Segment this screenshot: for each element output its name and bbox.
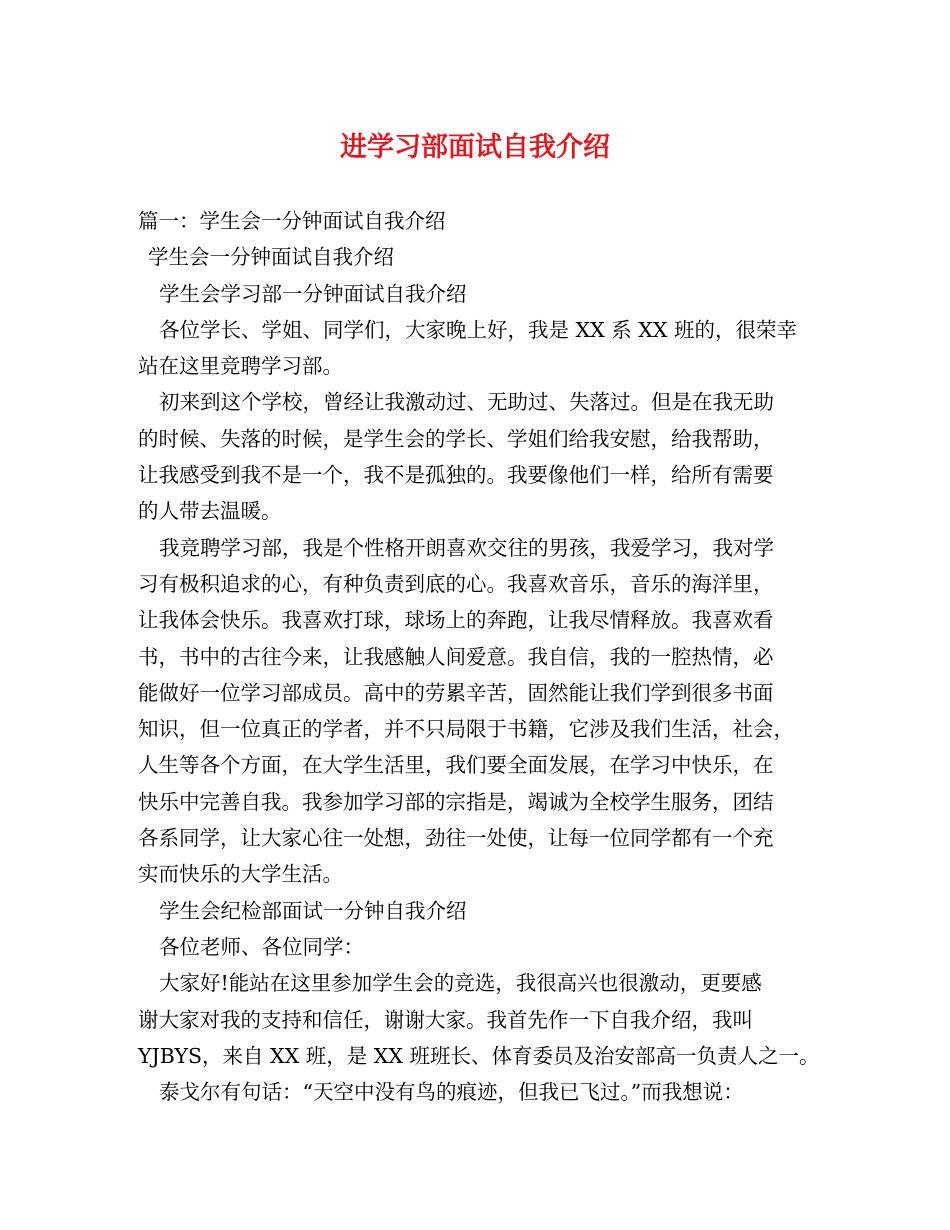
- subheading: 学生会一分钟面试自我介绍: [148, 245, 394, 270]
- paragraph-line: 各位老师、各位同学：: [159, 934, 364, 959]
- paragraph-line: 初来到这个学校，曾经让我激动过、无助过、失落过。但是在我无助: [159, 390, 774, 415]
- paragraph-line: 书，书中的古往今来，让我感触人间爱意。我自信，我的一腔热情，必: [138, 644, 774, 669]
- paragraph-line: 人生等各个方面，在大学生活里，我们要全面发展，在学习中快乐，在: [138, 753, 774, 778]
- paragraph-line: 让我体会快乐。我喜欢打球，球场上的奔跑，让我尽情释放。我喜欢看: [138, 608, 774, 633]
- paragraph-line: 我竞聘学习部，我是个性格开朗喜欢交往的男孩，我爱学习，我对学: [159, 535, 774, 560]
- paragraph-line: 泰戈尔有句话：“天空中没有鸟的痕迹，但我已飞过。”而我想说：: [159, 1080, 744, 1105]
- document-body: [138, 203, 820, 1110]
- paragraph-line: 能做好一位学习部成员。高中的劳累辛苦，固然能让我们学到很多书面: [138, 680, 774, 705]
- paragraph-line: 各系同学，让大家心往一处想，劲往一处使，让每一位同学都有一个充: [138, 826, 774, 851]
- paragraph-line: 知识，但一位真正的学者，并不只局限于书籍，它涉及我们生活，社会，: [138, 717, 794, 742]
- subheading: 学生会学习部一分钟面试自我介绍: [159, 281, 467, 306]
- paragraph-line: 让我感受到我不是一个，我不是孤独的。我要像他们一样，给所有需要: [138, 463, 774, 488]
- paragraph-line: 快乐中完善自我。我参加学习部的宗指是，竭诚为全校学生服务，团结: [138, 789, 774, 814]
- paragraph-line: 大家好!能站在这里参加学生会的竞选，我很高兴也很激动，更要感: [159, 971, 762, 996]
- document-title: 进学习部面试自我介绍: [340, 132, 610, 163]
- paragraph-line: 实而快乐的大学生活。: [138, 862, 343, 887]
- paragraph-line: YJBYS，来自 XX 班，是 XX 班班长、体育委员及治安部高一负责人之一。: [138, 1043, 820, 1068]
- paragraph-line: 的时候、失落的时候，是学生会的学长、学姐们给我安慰，给我帮助，: [138, 426, 774, 451]
- paragraph-line: 的人带去温暖。: [138, 499, 282, 524]
- paragraph-line: 谢大家对我的支持和信任，谢谢大家。我首先作一下自我介绍，我叫: [138, 1007, 753, 1032]
- paragraph-line: 各位学长、学姐、同学们，大家晚上好，我是 XX 系 XX 班的，很荣幸: [159, 317, 797, 342]
- paragraph-line: 习有极积追求的心，有种负责到底的心。我喜欢音乐，音乐的海洋里，: [138, 571, 774, 596]
- subheading: 学生会纪检部面试一分钟自我介绍: [159, 898, 467, 923]
- section-heading: 篇一：学生会一分钟面试自我介绍: [138, 209, 446, 233]
- paragraph-line: 站在这里竞聘学习部。: [138, 354, 343, 379]
